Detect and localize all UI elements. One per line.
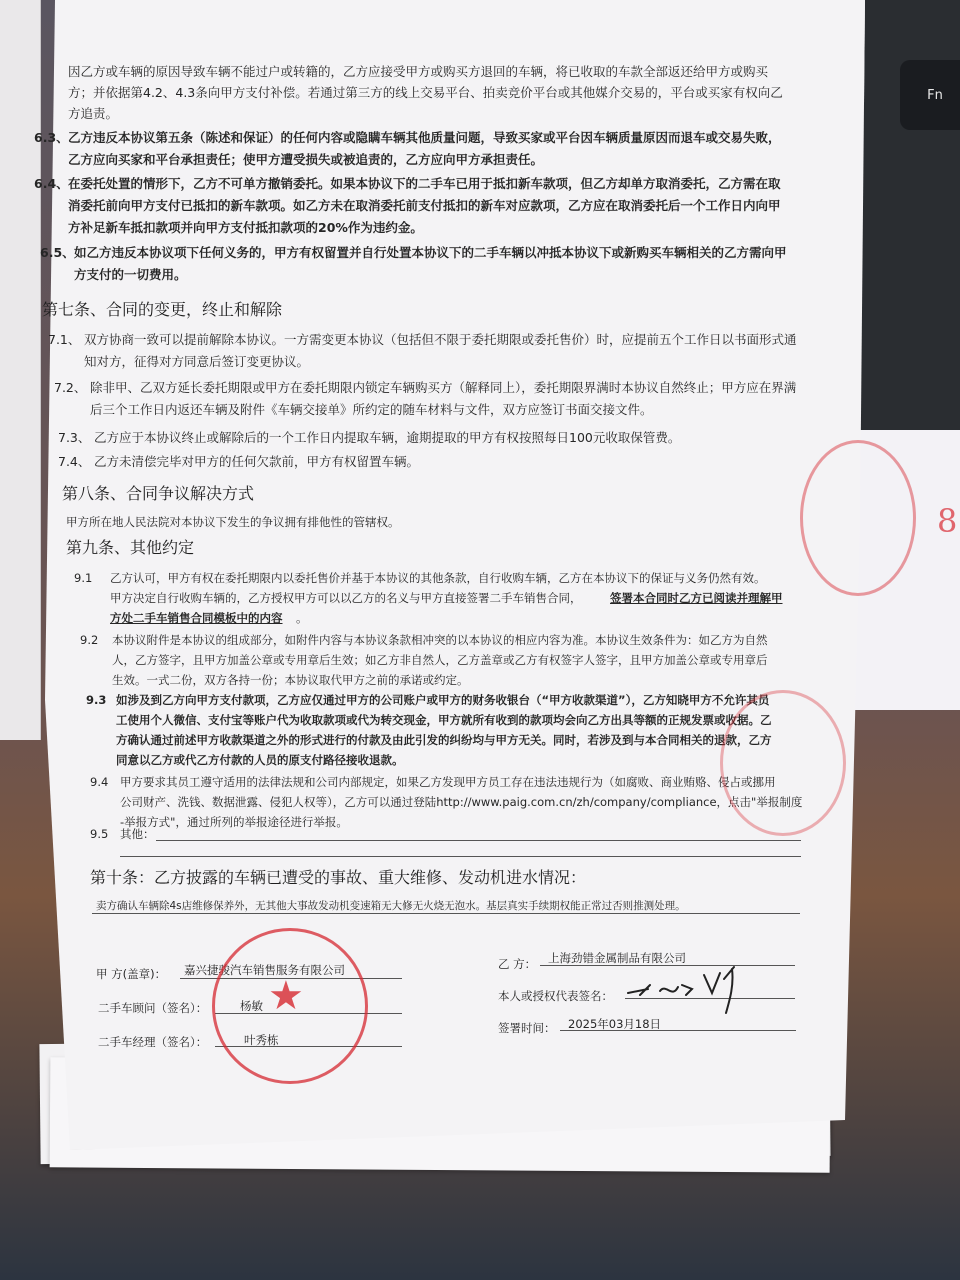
clause-10-underline <box>92 913 800 914</box>
clause-9-4-line: 甲方要求其员工遵守适用的法律法规和公司内部规定，如果乙方发现甲方员工存在违法违规行为（如腐败、商业贿赂、侵占或挪用 <box>120 775 776 789</box>
party-a-value: 嘉兴捷骏汽车销售服务有限公司 <box>184 963 345 977</box>
clause-9-4-line: -举报方式"，通过所列的举报途径进行举报。 <box>120 815 348 829</box>
clause-9-3-line: 工使用个人微信、支付宝等账户代为收取款项或代为转交现金，甲方就所有收到的款项均会向乙方出具等额的正规发票或收据。乙 <box>116 713 772 727</box>
clause-9-2-number: 9.2 <box>80 633 99 647</box>
fn-key: Fn <box>900 60 960 130</box>
clause-6-3-line: 乙方应向买家和平台承担责任；使甲方遭受损失或被追责的，乙方应向甲方承担责任。 <box>68 152 544 167</box>
clause-7-2-number: 7.2、 <box>54 380 87 395</box>
clause-6-4-line: 方补足新车抵扣款项并向甲方支付抵扣款项的20%作为违约金。 <box>68 220 423 235</box>
clause-9-2-line: 人，乙方签字，且甲方加盖公章或专用章后生效；如乙方非自然人，乙方盖章或乙方有权签字人签字，且甲方加盖公章或专用章后 <box>112 653 768 667</box>
clause-6-5-line: 如乙方违反本协议项下任何义务的，甲方有权留置并自行处置本协议下的二手车辆以冲抵本协议下或新购买车辆相关的乙方需向甲 <box>74 245 787 260</box>
clause-9-3-line: 同意以乙方或代乙方付款的人员的原支付路径接收退款。 <box>116 753 404 767</box>
clause-9-1-line: 乙方认可，甲方有权在委托期限内以委托售价并基于本协议的其他条款，自行收购车辆，乙方在本协议下的保证与义务仍然有效。 <box>110 571 766 585</box>
clause-9-4-line: 公司财产、洗钱、数据泄露、侵犯人权等），乙方可以通过登陆http://www.paig.com.cn/zh/company/compliance，点击"举报制度 <box>120 795 803 809</box>
clause-9-heading: 第九条、其他约定 <box>66 538 195 557</box>
date-label: 签署时间： <box>498 1021 556 1035</box>
advisor-label: 二手车顾问（签名）： <box>98 1001 208 1015</box>
date-underline <box>560 1030 796 1031</box>
clause-7-3-line: 乙方应于本协议终止或解除后的一个工作日内提取车辆，逾期提取的甲方有权按照每日100元收取保管费。 <box>94 430 681 445</box>
party-b-label: 乙 方： <box>498 957 537 971</box>
clause-9-1-emphasis: 方处二手车销售合同模板中的内容 <box>110 611 283 625</box>
clause-6-2-line: 方；并依据第4.2、4.3条向甲方支付补偿。若通过第三方的线上交易平台、拍卖竞价平台或其他媒介交易的，平台或买家有权向乙 <box>68 85 783 100</box>
clause-9-2-line: 生效。一式二份，双方各持一份；本协议取代甲方之前的承诺或约定。 <box>112 673 469 687</box>
clause-9-1-line: 甲方决定自行收购车辆的，乙方授权甲方可以以乙方的名义与甲方直接签署二手车销售合同， <box>110 591 582 605</box>
clause-7-3-number: 7.3、 <box>58 430 91 445</box>
clause-6-4-line: 消委托前向甲方支付已抵扣的新车款项。如乙方未在取消委托前支付抵扣的新车对应款项，乙方应在取消委托后一个工作日内向甲 <box>68 198 781 213</box>
clause-9-3-number: 9.3 <box>86 693 107 707</box>
clause-10-body: 卖方确认车辆除4s店维修保养外，无其他大事故发动机变速箱无大修无火烧无泡水。基层真实手续期权能正常过否则推测处理。 <box>96 900 686 912</box>
clause-9-3-line: 方确认通过前述甲方收款渠道之外的形式进行的付款及由此引发的纠纷均与甲方无关。同时，若涉及到与本合同相关的退款，乙方 <box>116 733 772 747</box>
handwritten-signature <box>620 955 760 1015</box>
party-a-label: 甲 方(盖章)： <box>96 967 167 981</box>
clause-9-5-underline <box>156 840 801 841</box>
date-value: 2025年03月18日 <box>568 1017 662 1031</box>
clause-9-1-emphasis: 签署本合同时乙方已阅读并理解甲 <box>610 591 783 605</box>
manager-value: 叶秀栋 <box>244 1033 279 1047</box>
clause-7-4-number: 7.4、 <box>58 454 91 469</box>
clause-9-3-line: 如涉及到乙方向甲方支付款项，乙方应仅通过甲方的公司账户或甲方的财务收银台（“甲方收款渠道”），乙方知晓甲方不允许其员 <box>116 693 770 707</box>
clause-9-4-number: 9.4 <box>90 775 109 789</box>
clause-9-1-number: 9.1 <box>74 571 93 585</box>
clause-7-4-line: 乙方未清偿完毕对甲方的任何欠款前，甲方有权留置车辆。 <box>94 454 420 469</box>
clause-9-5-label: 其他： <box>120 827 155 841</box>
seal-star-icon: ★ <box>268 973 304 1019</box>
clause-9-5-underline <box>120 856 801 857</box>
advisor-value: 杨敏 <box>240 999 263 1013</box>
clause-9-5-number: 9.5 <box>90 827 109 841</box>
party-b-value: 上海劲错金属制品有限公司 <box>548 951 686 965</box>
clause-6-5-line: 方支付的一切费用。 <box>74 267 187 282</box>
clause-6-4-line: 在委托处置的情形下，乙方不可单方撤销委托。如果本协议下的二手车已用于抵扣新车款项，但乙方却单方取消委托，乙方需在取 <box>68 176 781 191</box>
clause-7-1-line: 知对方，征得对方同意后签订变更协议。 <box>84 354 310 369</box>
clause-7-2-line: 后三个工作日内返还车辆及附件《车辆交接单》所约定的随车材料与文件，双方应签订书面交接文件。 <box>90 402 653 417</box>
clause-8-body: 甲方所在地人民法院对本协议下发生的争议拥有排他性的管辖权。 <box>66 515 400 529</box>
right-paper-number: 8 <box>937 502 958 540</box>
partial-seal <box>800 440 916 596</box>
partial-seal <box>720 690 846 836</box>
clause-10-heading: 第十条：乙方披露的车辆已遭受的事故、重大维修、发动机进水情况： <box>90 868 587 887</box>
clause-7-1-number: 7.1、 <box>48 332 81 347</box>
clause-6-2-line: 方追责。 <box>68 106 119 121</box>
clause-7-1-line: 双方协商一致可以提前解除本协议。一方需变更本协议（包括但不限于委托期限或委托售价）时，应提前五个工作日以书面形式通 <box>84 332 797 347</box>
clause-8-heading: 第八条、合同争议解决方式 <box>62 484 255 503</box>
manager-label: 二手车经理（签名）： <box>98 1035 208 1049</box>
clause-9-2-line: 本协议附件是本协议的组成部分，如附件内容与本协议条款相冲突的以本协议的相应内容为准。本协议生效条件为：如乙方为自然 <box>112 633 768 647</box>
rep-signature-label: 本人或授权代表签名： <box>498 989 613 1003</box>
clause-7-2-line: 除非甲、乙双方延长委托期限或甲方在委托期限内锁定车辆购买方（解释同上），委托期限界满时本协议自然终止；甲方应在界满 <box>90 380 797 395</box>
clause-6-5-number: 6.5、 <box>40 245 75 260</box>
clause-6-4-number: 6.4、 <box>34 176 69 191</box>
clause-6-2-line: 因乙方或车辆的原因导致车辆不能过户或转籍的，乙方应接受甲方或购买方退回的车辆，将已收取的车款全部返还给甲方或购买 <box>68 64 769 79</box>
clause-6-3-number: 6.3、 <box>34 130 69 145</box>
clause-6-3-line: 乙方违反本协议第五条（陈述和保证）的任何内容或隐瞒车辆其他质量问题，导致买家或平台因车辆质量原因而退车或交易失败， <box>68 130 781 145</box>
clause-9-1-line-end: 。 <box>296 611 308 625</box>
clause-7-heading: 第七条、合同的变更，终止和解除 <box>42 300 283 319</box>
